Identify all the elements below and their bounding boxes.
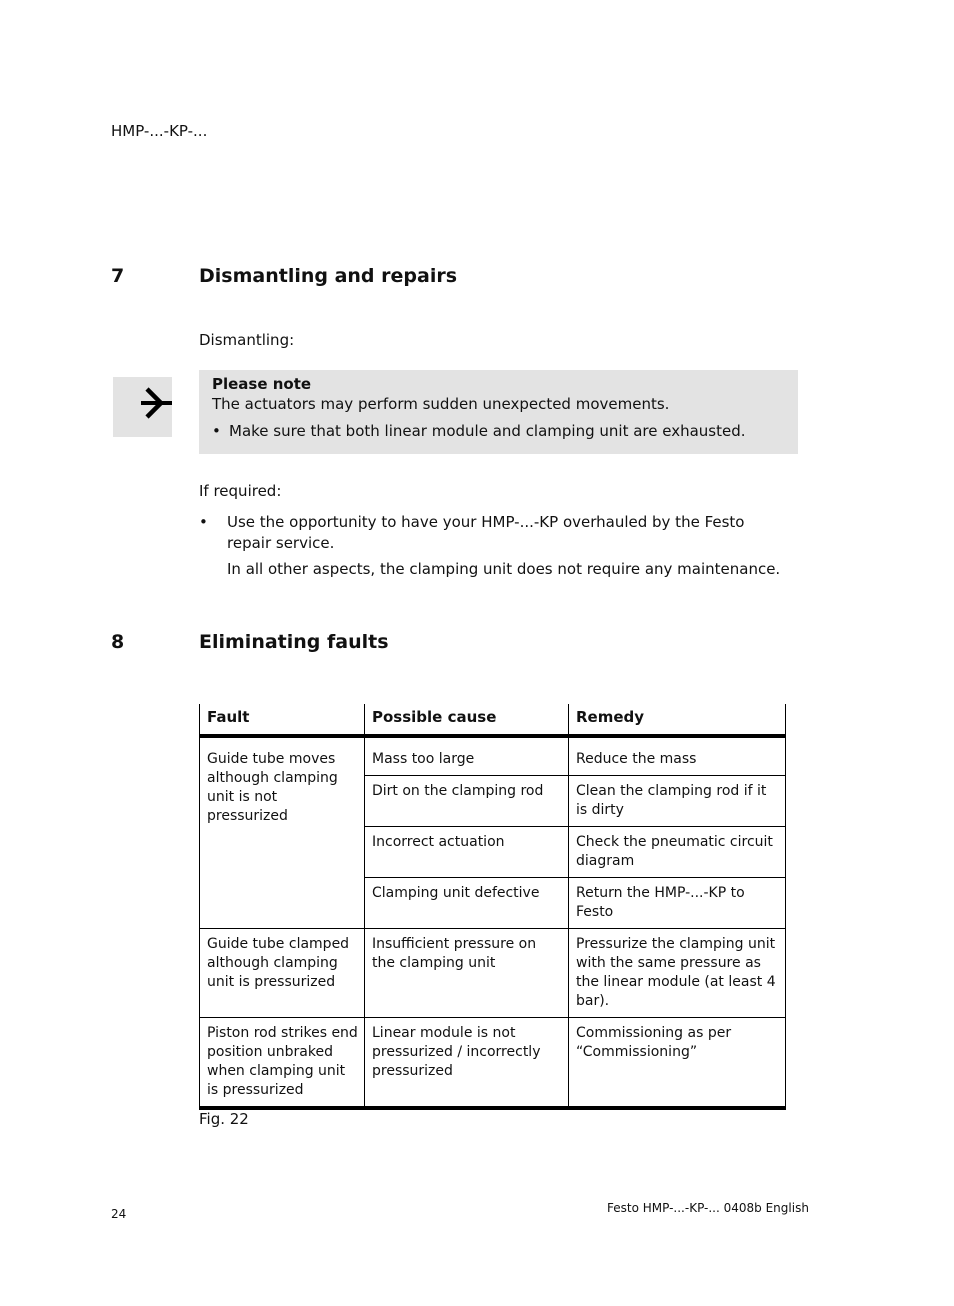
table-row <box>200 1018 786 1109</box>
cause-cell: Insufficient pressure on the clamping unit <box>365 929 569 1018</box>
remedy-cell: Pressurize the clamping unit with the same pressure as the linear module (at least 4 bar). <box>569 929 786 1018</box>
fault-table <box>199 704 786 1110</box>
cause-cell: Clamping unit defective <box>365 878 569 929</box>
cause-cell: Incorrect actuation <box>365 827 569 878</box>
table-row <box>200 929 786 1018</box>
section-8-title: Eliminating faults <box>199 631 389 653</box>
please-note-box <box>199 370 798 454</box>
remedy-cell: Reduce the mass <box>569 736 786 776</box>
cause-cell: Linear module is not pressurized / incorrectly pressurized <box>365 1018 569 1109</box>
header-possible-cause: Possible cause <box>365 704 569 736</box>
list-bullet-dot: • <box>199 513 208 531</box>
note-bullet-item <box>212 422 746 440</box>
table-header-row <box>200 704 786 736</box>
note-arrow-panel <box>113 377 172 437</box>
table-row <box>200 736 786 776</box>
note-title: Please note <box>212 375 312 393</box>
remedy-cell: Clean the clamping rod if it is dirty <box>569 776 786 827</box>
running-header: HMP-...-KP-... <box>111 122 208 140</box>
section-7-title: Dismantling and repairs <box>199 265 458 287</box>
section-8-number: 8 <box>111 631 125 653</box>
cause-cell: Dirt on the clamping rod <box>365 776 569 827</box>
fault-cell: Piston rod strikes end position unbraked when clamping unit is pressurized <box>200 1018 365 1109</box>
fault-cell: Guide tube clamped although clamping unit is pressurized <box>200 929 365 1018</box>
footer-document-id: Festo HMP-...-KP-... 0408b English <box>607 1201 809 1215</box>
if-required-label: If required: <box>199 482 282 500</box>
arrow-right-icon <box>113 377 172 437</box>
bullet-dot: • <box>212 422 221 440</box>
note-bullet-text: Make sure that both linear module and clamping unit are exhausted. <box>229 422 746 440</box>
fault-cell: Guide tube moves although clamping unit is not pressurized <box>200 736 365 929</box>
dismantling-label: Dismantling: <box>199 331 295 349</box>
page-number: 24 <box>111 1207 127 1221</box>
repair-service-text: Use the opportunity to have your HMP-...-KP overhauled by the Festo repair service. <box>227 513 745 552</box>
note-text: The actuators may perform sudden unexpected movements. <box>212 395 670 413</box>
remedy-cell: Commissioning as per “Commissioning” <box>569 1018 786 1109</box>
header-remedy: Remedy <box>569 704 786 736</box>
cause-cell: Mass too large <box>365 736 569 776</box>
remedy-cell: Return the HMP-...-KP to Festo <box>569 878 786 929</box>
maintenance-text: In all other aspects, the clamping unit does not require any maintenance. <box>227 560 781 578</box>
section-7-number: 7 <box>111 265 125 287</box>
remedy-cell: Check the pneumatic circuit diagram <box>569 827 786 878</box>
header-fault: Fault <box>200 704 365 736</box>
figure-caption: Fig. 22 <box>199 1110 249 1128</box>
